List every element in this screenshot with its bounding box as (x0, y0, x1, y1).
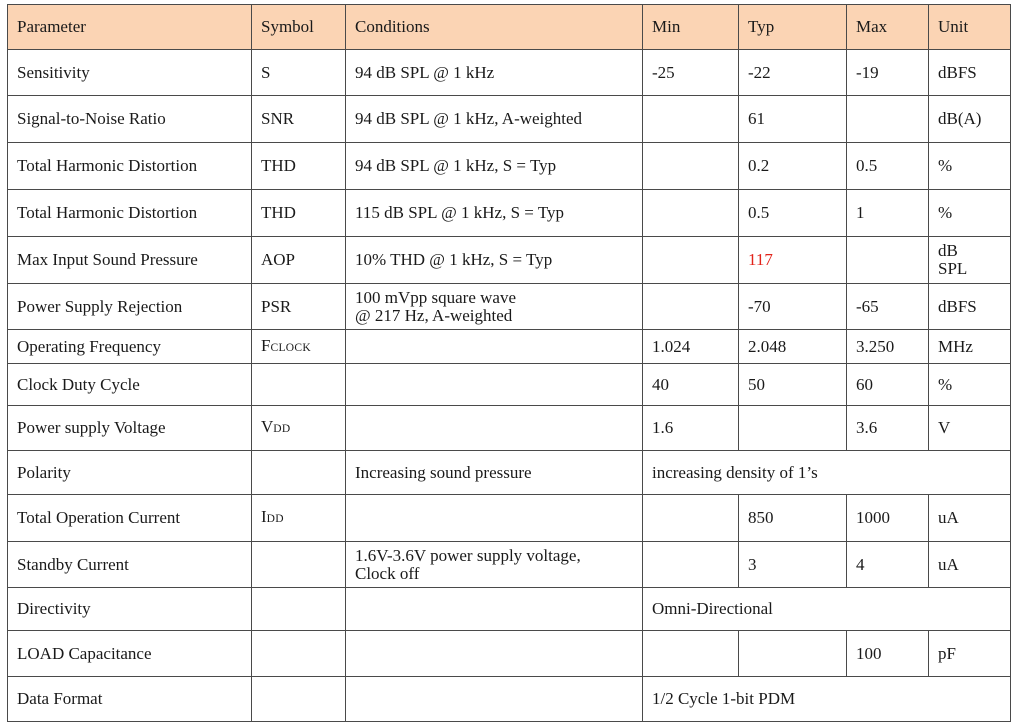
cell-typ: 61 (739, 96, 847, 143)
cell-typ: -22 (739, 50, 847, 96)
cell-conditions (346, 677, 643, 722)
table-row (8, 237, 1011, 284)
cell-conditions (346, 495, 643, 542)
table-row (8, 588, 1011, 631)
table-row (8, 143, 1011, 190)
cell-min: 1.6 (643, 406, 739, 451)
cell-min: 40 (643, 364, 739, 406)
cell-symbol (252, 631, 346, 677)
cell-conditions (346, 542, 643, 588)
cell-conditions (346, 588, 643, 631)
table-row (8, 330, 1011, 364)
cell-parameter: Power supply Voltage (8, 406, 252, 451)
cell-symbol (252, 451, 346, 495)
symbol-sub: CLOCK (270, 341, 311, 354)
cell-typ (739, 406, 847, 451)
cell-parameter: Operating Frequency (8, 330, 252, 364)
conditions-line: Clock off (355, 563, 420, 583)
cell-max (847, 96, 929, 143)
cell-span-value: 1/2 Cycle 1-bit PDM (643, 677, 1011, 722)
cell-parameter: Directivity (8, 588, 252, 631)
cell-min (643, 631, 739, 677)
cell-max: 1000 (847, 495, 929, 542)
cell-parameter: Total Operation Current (8, 495, 252, 542)
table-row (8, 631, 1011, 677)
cell-parameter: Standby Current (8, 542, 252, 588)
cell-max: -19 (847, 50, 929, 96)
conditions-line: 1.6V-3.6V power supply voltage, (355, 545, 581, 565)
cell-span-value: increasing density of 1’s (643, 451, 1011, 495)
header-max: Max (847, 5, 929, 50)
cell-span-value: Omni-Directional (643, 588, 1011, 631)
cell-symbol (252, 495, 346, 542)
cell-min (643, 96, 739, 143)
table-row (8, 677, 1011, 722)
cell-symbol (252, 542, 346, 588)
header-typ: Typ (739, 5, 847, 50)
cell-min (643, 284, 739, 330)
cell-symbol: PSR (252, 284, 346, 330)
unit-line: dB (938, 241, 958, 260)
cell-conditions: 115 dB SPL @ 1 kHz, S = Typ (346, 190, 643, 237)
cell-min (643, 190, 739, 237)
cell-max: 60 (847, 364, 929, 406)
cell-unit (929, 237, 1011, 284)
cell-unit: % (929, 190, 1011, 237)
cell-typ (739, 631, 847, 677)
symbol-sub: DD (273, 423, 291, 435)
cell-conditions (346, 284, 643, 330)
cell-parameter: Data Format (8, 677, 252, 722)
table-row (8, 542, 1011, 588)
cell-symbol (252, 588, 346, 631)
symbol-main: F (261, 335, 271, 355)
cell-symbol (252, 406, 346, 451)
table-row (8, 451, 1011, 495)
cell-symbol (252, 330, 346, 364)
cell-unit: % (929, 364, 1011, 406)
table-row (8, 96, 1011, 143)
table-row (8, 364, 1011, 406)
header-parameter: Parameter (8, 5, 252, 50)
cell-conditions (346, 406, 643, 451)
cell-unit: V (929, 406, 1011, 451)
cell-min (643, 143, 739, 190)
cell-typ: 117 (739, 237, 847, 284)
cell-typ: -70 (739, 284, 847, 330)
symbol-main: V (261, 417, 274, 436)
cell-min (643, 542, 739, 588)
cell-max: 3.6 (847, 406, 929, 451)
cell-symbol: S (252, 50, 346, 96)
cell-parameter: Total Harmonic Distortion (8, 143, 252, 190)
cell-parameter: Signal-to-Noise Ratio (8, 96, 252, 143)
cell-conditions (346, 364, 643, 406)
cell-symbol: THD (252, 143, 346, 190)
cell-unit: dBFS (929, 284, 1011, 330)
cell-conditions: 10% THD @ 1 kHz, S = Typ (346, 237, 643, 284)
cell-symbol (252, 364, 346, 406)
cell-max: 1 (847, 190, 929, 237)
cell-min: 1.024 (643, 330, 739, 364)
cell-max: 3.250 (847, 330, 929, 364)
cell-symbol: SNR (252, 96, 346, 143)
cell-max: 100 (847, 631, 929, 677)
cell-max (847, 237, 929, 284)
cell-symbol (252, 677, 346, 722)
conditions-line: @ 217 Hz, A-weighted (355, 305, 513, 325)
cell-symbol: AOP (252, 237, 346, 284)
cell-unit: uA (929, 542, 1011, 588)
cell-parameter: LOAD Capacitance (8, 631, 252, 677)
cell-max: 0.5 (847, 143, 929, 190)
cell-typ: 0.5 (739, 190, 847, 237)
table-row (8, 190, 1011, 237)
symbol-sub: DD (266, 513, 284, 525)
table-row (8, 495, 1011, 542)
cell-typ: 0.2 (739, 143, 847, 190)
conditions-line: 100 mVpp square wave (355, 287, 516, 307)
cell-unit: uA (929, 495, 1011, 542)
cell-conditions: 94 dB SPL @ 1 kHz (346, 50, 643, 96)
cell-unit: pF (929, 631, 1011, 677)
cell-typ: 850 (739, 495, 847, 542)
cell-parameter: Clock Duty Cycle (8, 364, 252, 406)
cell-typ: 50 (739, 364, 847, 406)
cell-symbol: THD (252, 190, 346, 237)
cell-conditions: 94 dB SPL @ 1 kHz, S = Typ (346, 143, 643, 190)
cell-parameter: Polarity (8, 451, 252, 495)
cell-parameter: Power Supply Rejection (8, 284, 252, 330)
header-symbol: Symbol (252, 5, 346, 50)
cell-conditions: Increasing sound pressure (346, 451, 643, 495)
header-unit: Unit (929, 5, 1011, 50)
cell-max: 4 (847, 542, 929, 588)
cell-unit: dBFS (929, 50, 1011, 96)
cell-min: -25 (643, 50, 739, 96)
table-header-row (8, 5, 1011, 50)
table-row (8, 406, 1011, 451)
table-row (8, 50, 1011, 96)
unit-line: SPL (938, 259, 968, 278)
cell-parameter: Total Harmonic Distortion (8, 190, 252, 237)
cell-typ: 2.048 (739, 330, 847, 364)
cell-unit: dB(A) (929, 96, 1011, 143)
cell-max: -65 (847, 284, 929, 330)
cell-min (643, 495, 739, 542)
cell-unit: % (929, 143, 1011, 190)
cell-parameter: Sensitivity (8, 50, 252, 96)
cell-typ: 3 (739, 542, 847, 588)
cell-conditions: 94 dB SPL @ 1 kHz, A-weighted (346, 96, 643, 143)
cell-conditions (346, 631, 643, 677)
cell-parameter: Max Input Sound Pressure (8, 237, 252, 284)
cell-unit: MHz (929, 330, 1011, 364)
header-min: Min (643, 5, 739, 50)
cell-conditions (346, 330, 643, 364)
spec-table (7, 4, 1011, 722)
header-conditions: Conditions (346, 5, 643, 50)
symbol-main: I (261, 507, 267, 526)
cell-min (643, 237, 739, 284)
table-row (8, 284, 1011, 330)
